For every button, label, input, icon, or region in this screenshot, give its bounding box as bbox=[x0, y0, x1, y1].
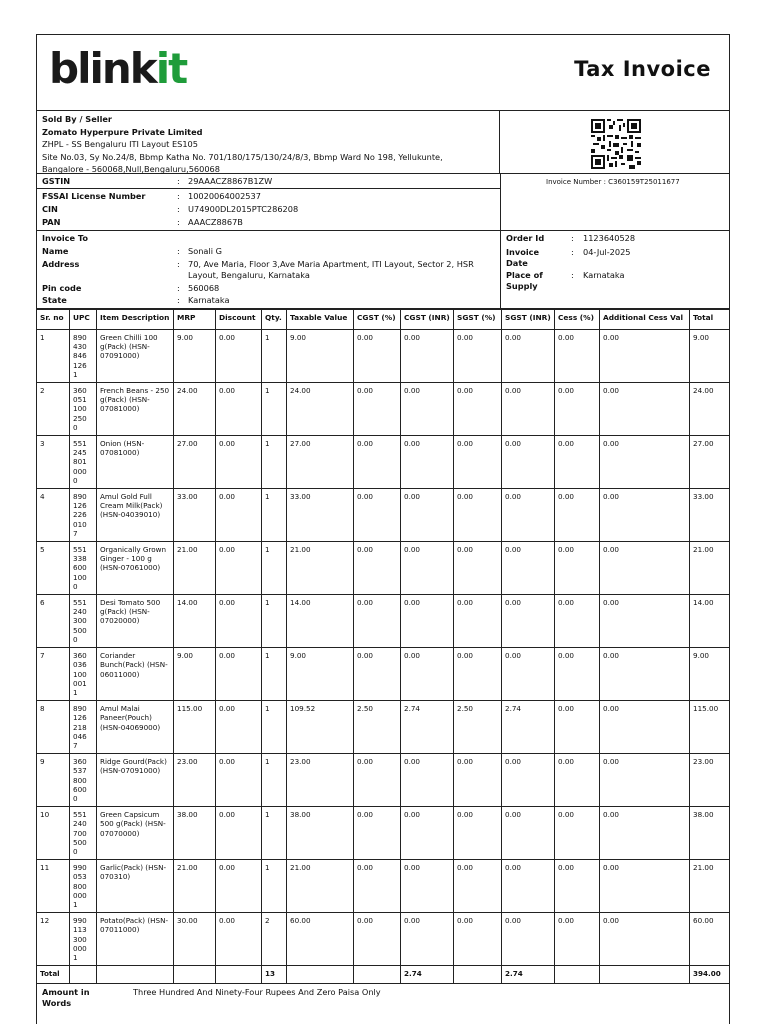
table-cell: 0.00 bbox=[354, 648, 401, 701]
table-row bbox=[37, 542, 731, 595]
table-cell: 0.00 bbox=[502, 595, 555, 648]
amount-in-words-label: Amount in Words bbox=[42, 987, 90, 1009]
table-cell: 1 bbox=[262, 595, 287, 648]
table-row bbox=[37, 807, 731, 860]
table-row bbox=[37, 754, 731, 807]
table-cell: 27.00 bbox=[287, 436, 354, 489]
table-cell: 0.00 bbox=[555, 648, 600, 701]
table-row bbox=[37, 701, 731, 754]
invoice-page bbox=[36, 34, 730, 1024]
buyer-address-label: Address bbox=[42, 259, 80, 269]
column-header: SGST (INR) bbox=[502, 310, 555, 330]
seller-section bbox=[37, 111, 729, 174]
gstin-label: GSTIN bbox=[42, 176, 71, 186]
table-cell: 0.00 bbox=[454, 489, 502, 542]
table-cell: 115.00 bbox=[174, 701, 216, 754]
table-cell: Desi Tomato 500 g(Pack) (HSN-07020000) bbox=[97, 595, 174, 648]
table-cell: 0.00 bbox=[502, 330, 555, 383]
table-cell: 0.00 bbox=[216, 754, 262, 807]
order-details: Order Id : 1123640528 Invoice Date : 04-Jul-2025 Place of Supply : Karnataka bbox=[506, 233, 636, 291]
table-cell: 0.00 bbox=[454, 330, 502, 383]
table-cell: 0.00 bbox=[555, 330, 600, 383]
table-cell: 0.00 bbox=[600, 754, 690, 807]
table-cell: 0.00 bbox=[354, 913, 401, 966]
table-cell: 0.00 bbox=[401, 913, 454, 966]
table-cell: 1 bbox=[262, 754, 287, 807]
table-cell: 0.00 bbox=[600, 542, 690, 595]
table-cell: 0.00 bbox=[354, 807, 401, 860]
table-cell: 0.00 bbox=[555, 860, 600, 913]
table-cell: 0.00 bbox=[216, 860, 262, 913]
table-cell: 21.00 bbox=[690, 542, 731, 595]
buyer-details: Invoice To Name : Sonali G Address : 70, Ave Maria, Floor 3,Ave Maria Apartment, ITI Layout, Sector 2, HSR Layout, Bengaluru, Karnataka Pin code : 560068 State : Karnataka bbox=[37, 231, 501, 308]
table-cell: 0.00 bbox=[354, 436, 401, 489]
table-cell: 551 245 801 000 0 bbox=[70, 436, 97, 489]
seller-heading: Sold By / Seller bbox=[42, 114, 112, 124]
table-cell: 0.00 bbox=[401, 489, 454, 542]
table-cell: 3 bbox=[37, 436, 70, 489]
table-cell: 0.00 bbox=[401, 754, 454, 807]
table-cell: 0.00 bbox=[600, 595, 690, 648]
table-cell: 0.00 bbox=[216, 807, 262, 860]
table-cell: 0.00 bbox=[600, 913, 690, 966]
table-cell: 2.74 bbox=[401, 701, 454, 754]
table-row bbox=[37, 436, 731, 489]
fssai-row: FSSAI License Number : 10020064002537 bbox=[42, 191, 261, 201]
total-cell: 394.00 bbox=[690, 966, 731, 984]
table-cell: 0.00 bbox=[354, 542, 401, 595]
table-cell: 33.00 bbox=[174, 489, 216, 542]
table-cell: 360 036 100 001 1 bbox=[70, 648, 97, 701]
table-cell: 2 bbox=[37, 383, 70, 436]
total-cell: 13 bbox=[262, 966, 287, 984]
pan-label: PAN bbox=[42, 217, 61, 227]
table-cell: 0.00 bbox=[216, 436, 262, 489]
total-cell bbox=[174, 966, 216, 984]
table-cell: 551 240 700 500 0 bbox=[70, 807, 97, 860]
table-cell: 0.00 bbox=[600, 648, 690, 701]
table-cell: 360 537 800 600 0 bbox=[70, 754, 97, 807]
table-cell: 890 126 226 010 7 bbox=[70, 489, 97, 542]
table-cell: Organically Grown Ginger - 100 g (HSN-07061000) bbox=[97, 542, 174, 595]
table-cell: 0.00 bbox=[502, 436, 555, 489]
table-cell: 33.00 bbox=[690, 489, 731, 542]
table-cell: 9.00 bbox=[690, 648, 731, 701]
table-cell: 0.00 bbox=[502, 489, 555, 542]
total-cell bbox=[454, 966, 502, 984]
table-cell: 12 bbox=[37, 913, 70, 966]
table-cell: 0.00 bbox=[502, 648, 555, 701]
table-cell: 0.00 bbox=[401, 436, 454, 489]
buyer-heading: Invoice To bbox=[42, 233, 89, 243]
table-cell: 0.00 bbox=[555, 807, 600, 860]
cin-value: U74900DL2015PTC286208 bbox=[188, 204, 299, 214]
table-cell: 2.74 bbox=[502, 701, 555, 754]
seller-address-line1: Site No.03, Sy No.24/8, Bbmp Katha No. 701/180/175/130/24/8/3, Bbmp Ward No 198, Yellukunte, bbox=[42, 151, 443, 162]
column-header: UPC bbox=[70, 310, 97, 330]
state-value: Karnataka bbox=[188, 295, 230, 305]
supply-value: Karnataka bbox=[583, 270, 625, 280]
total-row bbox=[37, 966, 731, 984]
table-cell: 0.00 bbox=[216, 330, 262, 383]
table-cell: 0.00 bbox=[502, 860, 555, 913]
table-cell: 890 430 846 126 1 bbox=[70, 330, 97, 383]
column-header: SGST (%) bbox=[454, 310, 502, 330]
column-header: Item Description bbox=[97, 310, 174, 330]
order-id-label: Order Id bbox=[506, 233, 545, 243]
table-cell: 9.00 bbox=[287, 648, 354, 701]
table-cell: 990 053 800 000 1 bbox=[70, 860, 97, 913]
table-cell: 8 bbox=[37, 701, 70, 754]
table-cell: 6 bbox=[37, 595, 70, 648]
buyer-section bbox=[37, 231, 729, 309]
table-cell: Amul Malai Paneer(Pouch) (HSN-04069000) bbox=[97, 701, 174, 754]
table-cell: 0.00 bbox=[600, 860, 690, 913]
invoice-date-value: 04-Jul-2025 bbox=[583, 247, 631, 257]
table-cell: 4 bbox=[37, 489, 70, 542]
items-table bbox=[36, 309, 730, 984]
fssai-value: 10020064002537 bbox=[188, 191, 261, 201]
table-cell: 0.00 bbox=[555, 489, 600, 542]
table-cell: 23.00 bbox=[287, 754, 354, 807]
table-cell: 0.00 bbox=[401, 648, 454, 701]
supply-label-2: Supply bbox=[506, 281, 538, 291]
table-cell: 0.00 bbox=[401, 383, 454, 436]
table-cell: 0.00 bbox=[600, 436, 690, 489]
cin-label: CIN bbox=[42, 204, 58, 214]
column-header: MRP bbox=[174, 310, 216, 330]
logo-accent-text: it bbox=[155, 44, 187, 93]
table-cell: 0.00 bbox=[216, 701, 262, 754]
table-cell: Amul Gold Full Cream Milk(Pack) (HSN-04039010) bbox=[97, 489, 174, 542]
total-cell: Total bbox=[37, 966, 70, 984]
cin-row: CIN : U74900DL2015PTC286208 bbox=[42, 204, 299, 214]
table-cell: 0.00 bbox=[216, 913, 262, 966]
invoice-date-label-2: Date bbox=[506, 258, 528, 268]
buyer-address-line1: 70, Ave Maria, Floor 3,Ave Maria Apartment, ITI Layout, Sector 2, HSR bbox=[188, 259, 474, 269]
total-cell bbox=[70, 966, 97, 984]
table-cell: 0.00 bbox=[555, 542, 600, 595]
table-cell: 0.00 bbox=[600, 701, 690, 754]
table-cell: 0.00 bbox=[555, 383, 600, 436]
table-cell: 0.00 bbox=[354, 754, 401, 807]
buyer-name-label: Name bbox=[42, 246, 69, 256]
table-cell: 1 bbox=[262, 542, 287, 595]
invoice-number-box bbox=[500, 174, 730, 230]
table-cell: 0.00 bbox=[555, 595, 600, 648]
table-cell: Garlic(Pack) (HSN-070310) bbox=[97, 860, 174, 913]
total-cell bbox=[555, 966, 600, 984]
table-cell: 23.00 bbox=[690, 754, 731, 807]
table-cell: 0.00 bbox=[454, 648, 502, 701]
table-cell: 0.00 bbox=[502, 807, 555, 860]
table-cell: 890 126 218 046 7 bbox=[70, 701, 97, 754]
table-cell: 0.00 bbox=[600, 330, 690, 383]
buyer-name: Sonali G bbox=[188, 246, 222, 256]
table-cell: 5 bbox=[37, 542, 70, 595]
table-cell: 0.00 bbox=[555, 436, 600, 489]
table-cell: 60.00 bbox=[287, 913, 354, 966]
table-cell: 38.00 bbox=[690, 807, 731, 860]
table-cell: 0.00 bbox=[354, 595, 401, 648]
table-cell: 60.00 bbox=[690, 913, 731, 966]
table-cell: Green Capsicum 500 g(Pack) (HSN-07070000) bbox=[97, 807, 174, 860]
table-cell: 0.00 bbox=[216, 489, 262, 542]
table-cell: 14.00 bbox=[690, 595, 731, 648]
table-cell: 551 338 600 100 0 bbox=[70, 542, 97, 595]
table-cell: 1 bbox=[262, 701, 287, 754]
buyer-address-line2: Layout, Bengaluru, Karnataka bbox=[188, 270, 310, 280]
table-cell: 0.00 bbox=[401, 595, 454, 648]
table-row bbox=[37, 383, 731, 436]
column-header: Cess (%) bbox=[555, 310, 600, 330]
table-cell: 0.00 bbox=[454, 383, 502, 436]
amount-in-words-value: Three Hundred And Ninety-Four Rupees And Zero Paisa Only bbox=[133, 987, 381, 998]
table-cell: 2.50 bbox=[354, 701, 401, 754]
invoice-number: Invoice Number : C360159T25011677 bbox=[546, 178, 680, 186]
table-cell: 0.00 bbox=[354, 330, 401, 383]
column-header: Discount bbox=[216, 310, 262, 330]
table-cell: 9.00 bbox=[287, 330, 354, 383]
table-cell: 10 bbox=[37, 807, 70, 860]
table-cell: 27.00 bbox=[174, 436, 216, 489]
table-cell: Potato(Pack) (HSN-07011000) bbox=[97, 913, 174, 966]
table-cell: 23.00 bbox=[174, 754, 216, 807]
table-row bbox=[37, 913, 731, 966]
table-cell: 24.00 bbox=[287, 383, 354, 436]
table-cell: 0.00 bbox=[600, 489, 690, 542]
table-cell: 11 bbox=[37, 860, 70, 913]
table-cell: 0.00 bbox=[454, 754, 502, 807]
pan-value: AAACZ8867B bbox=[188, 217, 243, 227]
table-cell: 0.00 bbox=[555, 913, 600, 966]
table-cell: 1 bbox=[262, 648, 287, 701]
table-cell: Onion (HSN-07081000) bbox=[97, 436, 174, 489]
column-header: Sr. no bbox=[37, 310, 70, 330]
table-cell: 21.00 bbox=[174, 542, 216, 595]
table-cell: 0.00 bbox=[354, 860, 401, 913]
state-label: State bbox=[42, 295, 67, 305]
table-cell: 109.52 bbox=[287, 701, 354, 754]
table-cell: 0.00 bbox=[502, 754, 555, 807]
table-cell: 0.00 bbox=[216, 383, 262, 436]
pin-value: 560068 bbox=[188, 283, 220, 293]
invoice-header bbox=[37, 35, 729, 111]
table-cell: 360 051 100 250 0 bbox=[70, 383, 97, 436]
table-cell: 990 113 300 000 1 bbox=[70, 913, 97, 966]
table-cell: 1 bbox=[262, 807, 287, 860]
table-cell: 0.00 bbox=[216, 595, 262, 648]
table-cell: 0.00 bbox=[401, 542, 454, 595]
table-cell: 14.00 bbox=[174, 595, 216, 648]
table-cell: 14.00 bbox=[287, 595, 354, 648]
table-cell: 2 bbox=[262, 913, 287, 966]
table-cell: 0.00 bbox=[600, 383, 690, 436]
table-row bbox=[37, 595, 731, 648]
table-cell: 0.00 bbox=[600, 807, 690, 860]
table-cell: 0.00 bbox=[401, 807, 454, 860]
total-cell bbox=[354, 966, 401, 984]
table-cell: 0.00 bbox=[454, 860, 502, 913]
fssai-label: FSSAI License Number bbox=[42, 191, 146, 201]
table-cell: 0.00 bbox=[454, 913, 502, 966]
total-cell: 2.74 bbox=[502, 966, 555, 984]
table-cell: 1 bbox=[262, 436, 287, 489]
total-cell bbox=[600, 966, 690, 984]
table-cell: 21.00 bbox=[690, 860, 731, 913]
column-header: Taxable Value bbox=[287, 310, 354, 330]
table-row bbox=[37, 489, 731, 542]
table-cell: 0.00 bbox=[502, 913, 555, 966]
table-row bbox=[37, 648, 731, 701]
gstin-row: GSTIN : 29AAACZ8867B1ZW bbox=[42, 176, 273, 186]
table-row bbox=[37, 330, 731, 383]
column-header: CGST (INR) bbox=[401, 310, 454, 330]
table-cell: Green Chilli 100 g(Pack) (HSN-07091000) bbox=[97, 330, 174, 383]
table-header-row bbox=[37, 310, 731, 330]
column-header: CGST (%) bbox=[354, 310, 401, 330]
total-cell: 2.74 bbox=[401, 966, 454, 984]
total-cell bbox=[216, 966, 262, 984]
table-cell: 0.00 bbox=[401, 330, 454, 383]
table-cell: 1 bbox=[262, 860, 287, 913]
seller-name: Zomato Hyperpure Private Limited bbox=[42, 126, 203, 137]
table-cell: 1 bbox=[262, 330, 287, 383]
table-cell: 2.50 bbox=[454, 701, 502, 754]
total-cell bbox=[287, 966, 354, 984]
column-header: Additional Cess Val bbox=[600, 310, 690, 330]
table-cell: French Beans - 250 g(Pack) (HSN-07081000) bbox=[97, 383, 174, 436]
table-cell: 0.00 bbox=[354, 489, 401, 542]
table-cell: 9.00 bbox=[690, 330, 731, 383]
pin-label: Pin code bbox=[42, 283, 82, 293]
pan-row: PAN : AAACZ8867B bbox=[42, 217, 243, 227]
table-cell: 0.00 bbox=[216, 542, 262, 595]
table-cell: 21.00 bbox=[174, 860, 216, 913]
column-header: Qty. bbox=[262, 310, 287, 330]
table-cell: 24.00 bbox=[690, 383, 731, 436]
document-title: Tax Invoice bbox=[574, 57, 711, 81]
table-cell: 0.00 bbox=[502, 383, 555, 436]
table-cell: 7 bbox=[37, 648, 70, 701]
table-cell: 0.00 bbox=[454, 807, 502, 860]
table-cell: 0.00 bbox=[454, 436, 502, 489]
seller-ids bbox=[37, 174, 501, 230]
blinkit-logo bbox=[49, 41, 186, 97]
table-cell: 33.00 bbox=[287, 489, 354, 542]
table-cell: Ridge Gourd(Pack) (HSN-07091000) bbox=[97, 754, 174, 807]
seller-ids-section bbox=[37, 174, 729, 231]
table-cell: 30.00 bbox=[174, 913, 216, 966]
table-cell: 0.00 bbox=[401, 860, 454, 913]
gstin-value: 29AAACZ8867B1ZW bbox=[188, 176, 273, 186]
table-cell: 1 bbox=[262, 383, 287, 436]
table-cell: 0.00 bbox=[354, 383, 401, 436]
table-cell: Coriander Bunch(Pack) (HSN-06011000) bbox=[97, 648, 174, 701]
order-id-value: 1123640528 bbox=[583, 233, 636, 243]
table-cell: 0.00 bbox=[454, 595, 502, 648]
table-cell: 38.00 bbox=[287, 807, 354, 860]
table-cell: 0.00 bbox=[454, 542, 502, 595]
seller-branch: ZHPL - SS Bengaluru ITI Layout ES105 bbox=[42, 139, 198, 149]
invoice-date-label-1: Invoice bbox=[506, 247, 540, 257]
table-cell: 115.00 bbox=[690, 701, 731, 754]
table-cell: 0.00 bbox=[216, 648, 262, 701]
supply-label-1: Place of bbox=[506, 270, 543, 280]
table-cell: 0.00 bbox=[555, 701, 600, 754]
table-cell: 38.00 bbox=[174, 807, 216, 860]
table-cell: 0.00 bbox=[555, 754, 600, 807]
table-cell: 1 bbox=[262, 489, 287, 542]
table-cell: 24.00 bbox=[174, 383, 216, 436]
table-cell: 9.00 bbox=[174, 330, 216, 383]
table-cell: 21.00 bbox=[287, 860, 354, 913]
table-cell: 21.00 bbox=[287, 542, 354, 595]
total-cell bbox=[97, 966, 174, 984]
logo-main-text: blink bbox=[49, 44, 156, 93]
column-header: Total bbox=[690, 310, 731, 330]
table-cell: 551 240 300 500 0 bbox=[70, 595, 97, 648]
table-cell: 1 bbox=[37, 330, 70, 383]
seller-details bbox=[37, 111, 500, 173]
table-cell: 0.00 bbox=[502, 542, 555, 595]
table-row bbox=[37, 860, 731, 913]
table-cell: 9.00 bbox=[174, 648, 216, 701]
table-cell: 9 bbox=[37, 754, 70, 807]
table-cell: 27.00 bbox=[690, 436, 731, 489]
qr-code-icon bbox=[591, 119, 641, 169]
seller-address-line2: Bangalore - 560068,Null,Bengaluru,560068 bbox=[42, 164, 220, 174]
